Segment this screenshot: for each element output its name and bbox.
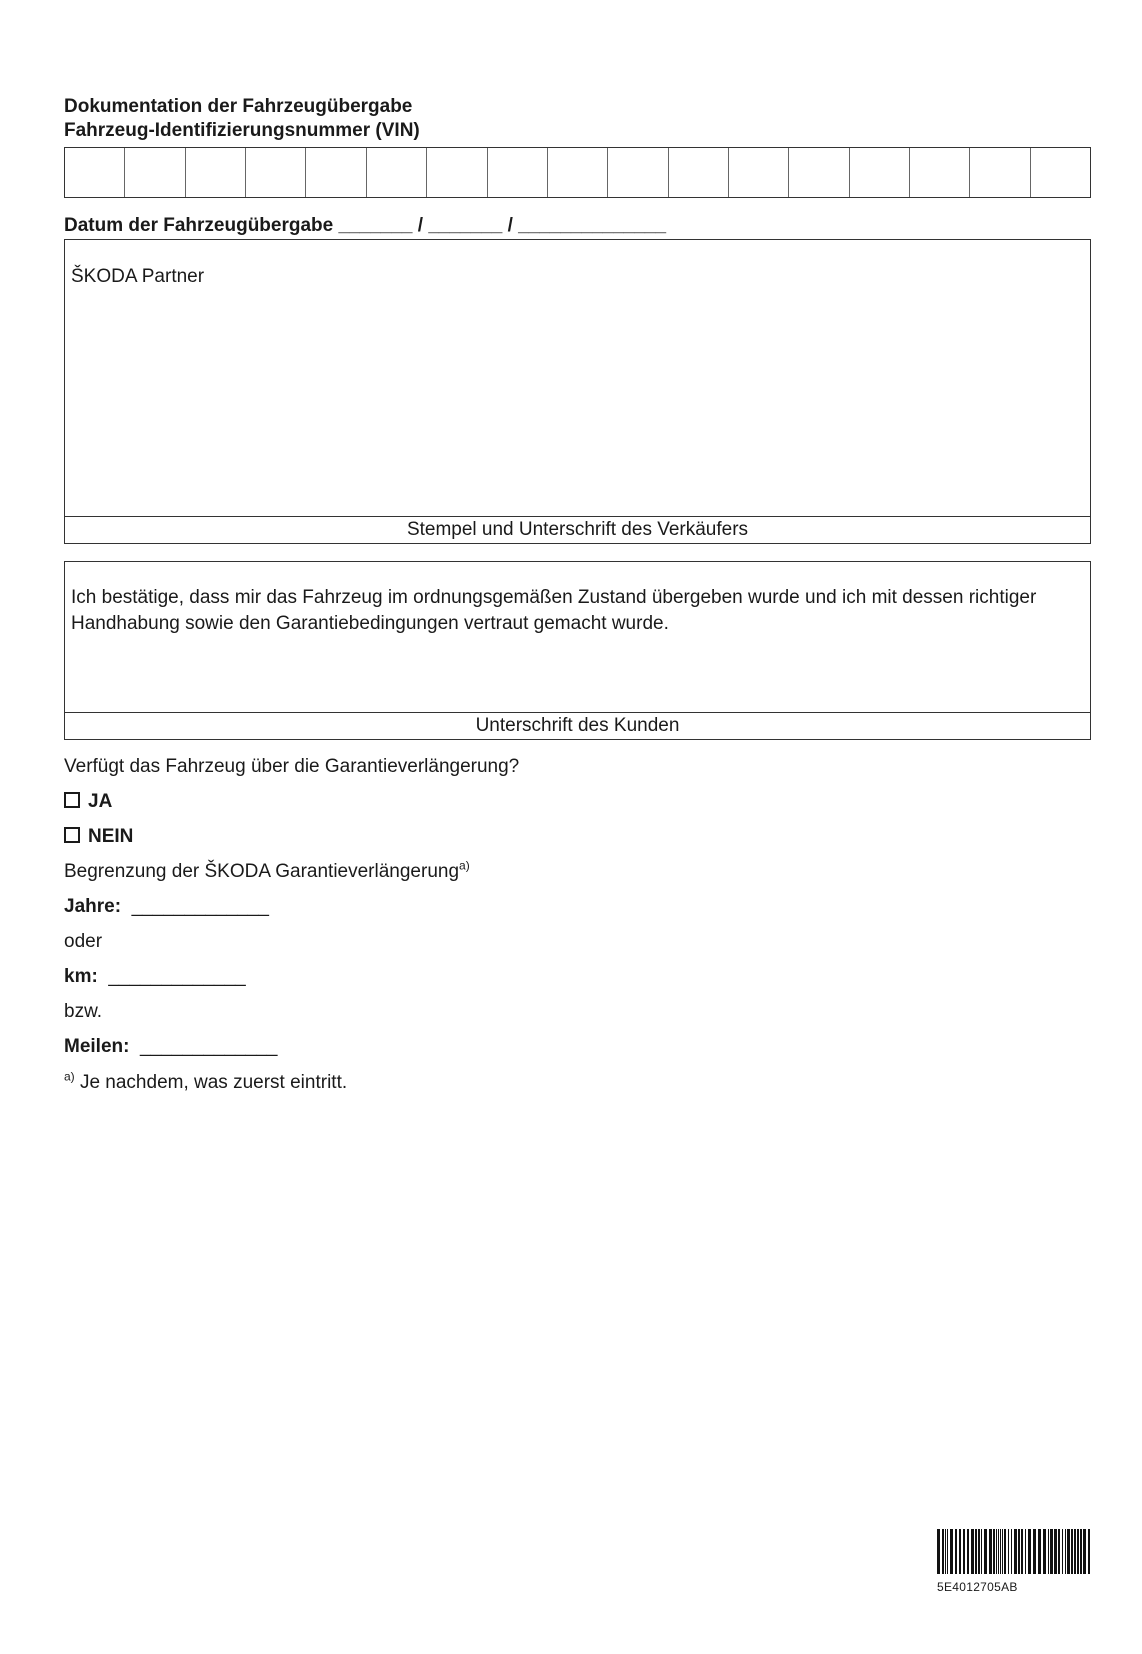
barcode-bar: [971, 1529, 974, 1574]
document-title: Dokumentation der Fahrzeugübergabe: [64, 96, 413, 117]
extension-limit-label: [64, 860, 470, 884]
vin-input-grid[interactable]: [64, 147, 1091, 198]
customer-signature-caption: Unterschrift des Kunden: [65, 712, 1090, 739]
miles-field[interactable]: _____________: [140, 1036, 278, 1057]
barcode-bar: [1071, 1529, 1073, 1574]
vin-character-cell[interactable]: [850, 148, 910, 197]
barcode-bar: [1000, 1529, 1001, 1574]
barcode-bar: [1004, 1529, 1006, 1574]
barcode-bar: [1074, 1529, 1076, 1574]
barcode-bar: [1088, 1529, 1090, 1574]
barcode-bar: [945, 1529, 946, 1574]
barcode-bar: [993, 1529, 995, 1574]
vin-character-cell[interactable]: [789, 148, 849, 197]
vin-character-cell[interactable]: [548, 148, 608, 197]
checkbox-yes[interactable]: [64, 792, 80, 808]
years-field[interactable]: _____________: [131, 896, 269, 917]
vin-character-cell[interactable]: [729, 148, 789, 197]
barcode-bar: [963, 1529, 965, 1574]
vin-character-cell[interactable]: [427, 148, 487, 197]
date-separator: /: [417, 215, 424, 236]
barcode-bar: [947, 1529, 948, 1574]
barcode-bar: [1058, 1529, 1060, 1574]
option-no[interactable]: [64, 825, 133, 849]
or-text: oder: [64, 931, 103, 952]
date-label: Datum der Fahrzeugübergabe: [64, 215, 334, 236]
barcode-bar: [1067, 1529, 1070, 1574]
seller-stamp-box[interactable]: [64, 239, 1091, 544]
barcode-bar: [989, 1529, 992, 1574]
vin-character-cell[interactable]: [669, 148, 729, 197]
barcode-bar: [1021, 1529, 1023, 1574]
seller-signature-caption: Stempel und Unterschrift des Verkäufers: [65, 516, 1090, 543]
customer-statement: Ich bestätige, dass mir das Fahrzeug im ordnungsgemäßen Zustand übergeben wurde und ich mit dessen richtiger Handhabung sowie den Garantiebedingungen vertraut gemacht wurde.: [71, 587, 1037, 634]
barcode-bar: [975, 1529, 977, 1574]
barcode-bar: [1062, 1529, 1063, 1574]
footnote-ref: a): [459, 858, 470, 873]
barcode-bar: [937, 1529, 940, 1574]
vin-character-cell[interactable]: [246, 148, 306, 197]
resp-text: bzw.: [64, 1001, 103, 1022]
barcode-bar: [959, 1529, 961, 1574]
barcode-bar: [1083, 1529, 1086, 1574]
barcode-bar: [1011, 1529, 1012, 1574]
barcode-bar: [1048, 1529, 1049, 1574]
footnote-text: Je nachdem, was zuerst eintritt.: [79, 1072, 348, 1093]
barcode-bar: [1077, 1529, 1079, 1574]
vin-character-cell[interactable]: [970, 148, 1030, 197]
km-label: km:: [64, 966, 98, 987]
date-separator: /: [507, 215, 513, 236]
barcode-bar: [998, 1529, 999, 1574]
miles-label: Meilen:: [64, 1036, 130, 1057]
barcode-bar: [942, 1529, 944, 1574]
barcode-image: [937, 1529, 1092, 1574]
extension-question: Verfügt das Fahrzeug über die Garantieverlängerung?: [64, 756, 520, 777]
barcode-bar: [1043, 1529, 1046, 1574]
barcode-bar: [1054, 1529, 1057, 1574]
vin-label: Fahrzeug-Identifizierungsnummer (VIN): [64, 120, 420, 141]
barcode-bar: [981, 1529, 982, 1574]
barcode-bar: [1008, 1529, 1009, 1574]
vin-character-cell[interactable]: [65, 148, 125, 197]
barcode-bar: [984, 1529, 987, 1574]
option-no-label: NEIN: [88, 826, 134, 847]
years-line: [64, 895, 269, 919]
miles-line: [64, 1035, 277, 1059]
option-yes[interactable]: [64, 790, 112, 814]
barcode-bar: [1002, 1529, 1003, 1574]
vin-character-cell[interactable]: [608, 148, 668, 197]
customer-confirmation-box[interactable]: [64, 561, 1091, 740]
barcode-bar: [1018, 1529, 1020, 1574]
barcode-bar: [1028, 1529, 1031, 1574]
limit-label-text: Begrenzung der ŠKODA Garantieverlängerung: [64, 861, 460, 882]
barcode-bar: [978, 1529, 980, 1574]
barcode-bar: [1050, 1529, 1053, 1574]
vin-character-cell[interactable]: [488, 148, 548, 197]
barcode-bar: [996, 1529, 997, 1574]
date-year-field[interactable]: ______________: [518, 215, 667, 236]
footnote-marker: a): [64, 1069, 75, 1084]
vin-character-cell[interactable]: [306, 148, 366, 197]
barcode-number: 5E4012705AB: [937, 1580, 1018, 1594]
vin-character-cell[interactable]: [186, 148, 246, 197]
barcode-bar: [1038, 1529, 1041, 1574]
km-field[interactable]: _____________: [108, 966, 246, 987]
seller-box-heading: ŠKODA Partner: [71, 266, 205, 287]
barcode-bar: [967, 1529, 969, 1574]
barcode-bar: [955, 1529, 957, 1574]
date-day-field[interactable]: _______: [338, 215, 413, 236]
vin-character-cell[interactable]: [367, 148, 427, 197]
km-line: [64, 965, 246, 989]
vin-character-cell[interactable]: [1031, 148, 1090, 197]
date-month-field[interactable]: _______: [428, 215, 503, 236]
barcode-bar: [1025, 1529, 1026, 1574]
barcode-bar: [1080, 1529, 1082, 1574]
vin-character-cell[interactable]: [910, 148, 970, 197]
barcode-bar: [1033, 1529, 1036, 1574]
years-label: Jahre:: [64, 896, 122, 917]
barcode-bar: [1014, 1529, 1017, 1574]
barcode-bar: [1065, 1529, 1066, 1574]
footnote: [64, 1071, 347, 1095]
handover-date-line: [64, 214, 666, 238]
option-yes-label: JA: [88, 791, 113, 812]
vin-character-cell[interactable]: [125, 148, 185, 197]
checkbox-no[interactable]: [64, 827, 80, 843]
barcode-bar: [950, 1529, 953, 1574]
